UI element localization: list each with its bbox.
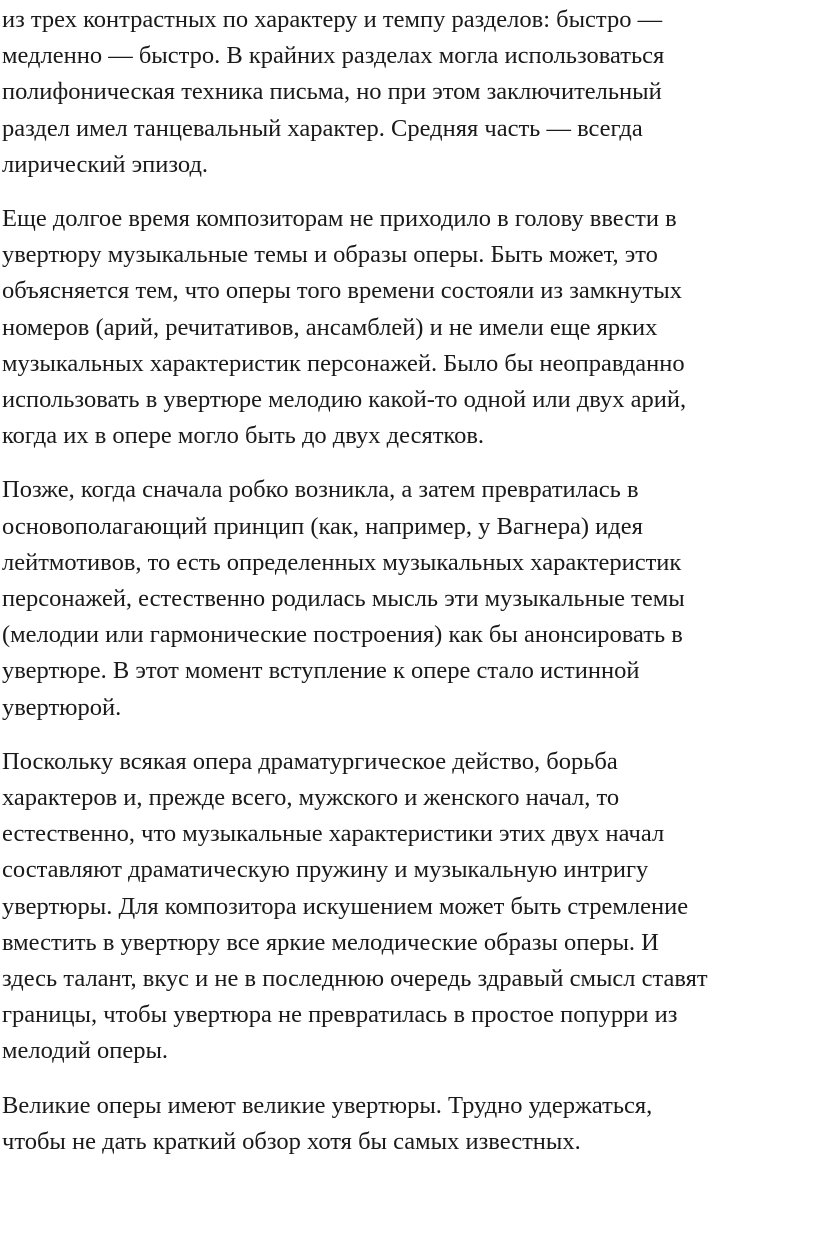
paragraph-leitmotifs [2, 472, 816, 725]
text-line: Позже, когда сначала робко возникла, а затем превратилась в [2, 476, 639, 504]
text-line: раздел имел танцевальный характер. Средняя часть — всегда [2, 114, 643, 142]
text-line: использовать в увертюре мелодию какой-то одной или двух арий, [2, 386, 687, 414]
text-line: объясняется тем, что оперы того времени состояли из замкнутых [2, 277, 682, 305]
text-line: лирический эпизод. [2, 150, 209, 178]
text-line: увертюре. В этот момент вступление к опере стало истинной [2, 657, 640, 685]
text-line: мелодий оперы. [2, 1037, 169, 1065]
text-line: границы, чтобы увертюра не превратилась в простое попурри из [2, 1001, 678, 1029]
text-line: Поскольку всякая опера драматургическое действо, борьба [2, 747, 618, 775]
paragraph-drama [2, 744, 816, 1070]
text-line: (мелодии или гармонические построения) как бы анонсировать в [2, 621, 683, 649]
text-line: характеров и, прежде всего, мужского и женского начал, то [2, 784, 620, 812]
paragraph-great-overtures [2, 1088, 816, 1160]
text-line: основополагающий принцип (как, например, у Вагнера) идея [2, 512, 643, 540]
text-line: увертюру музыкальные темы и образы оперы. Быть может, это [2, 241, 658, 269]
text-line: составляют драматическую пружину и музыкальную интригу [2, 856, 649, 884]
text-line: музыкальных характеристик персонажей. Было бы неоправданно [2, 349, 685, 377]
text-line: Великие оперы имеют великие увертюры. Трудно удержаться, [2, 1091, 653, 1119]
text-line: когда их в опере могло быть до двух десятков. [2, 422, 485, 450]
text-line: Еще долгое время композиторам не приходило в голову ввести в [2, 205, 677, 233]
paragraph-sonata-form [2, 2, 816, 183]
text-line: естественно, что музыкальные характеристики этих двух начал [2, 820, 665, 848]
text-line: из трех контрастных по характеру и темпу разделов: быстро — [2, 6, 663, 33]
text-line: номеров (арий, речитативов, ансамблей) и не имели еще ярких [2, 313, 658, 341]
text-line: медленно — быстро. В крайних разделах могла использоваться [2, 42, 665, 70]
text-line: здесь талант, вкус и не в последнюю очередь здравый смысл ставят [2, 965, 708, 993]
text-line: увертюрой. [2, 693, 122, 721]
paragraph-themes-history [2, 201, 816, 454]
text-line: лейтмотивов, то есть определенных музыкальных характеристик [2, 548, 682, 576]
text-line: персонажей, естественно родилась мысль эти музыкальные темы [2, 585, 685, 613]
text-line: чтобы не дать краткий обзор хотя бы самых известных. [2, 1127, 581, 1155]
text-line: увертюры. Для композитора искушением может быть стремление [2, 892, 689, 920]
text-line: вместить в увертюру все яркие мелодические образы оперы. И [2, 928, 659, 956]
text-line: полифоническая техника письма, но при этом заключительный [2, 78, 662, 106]
